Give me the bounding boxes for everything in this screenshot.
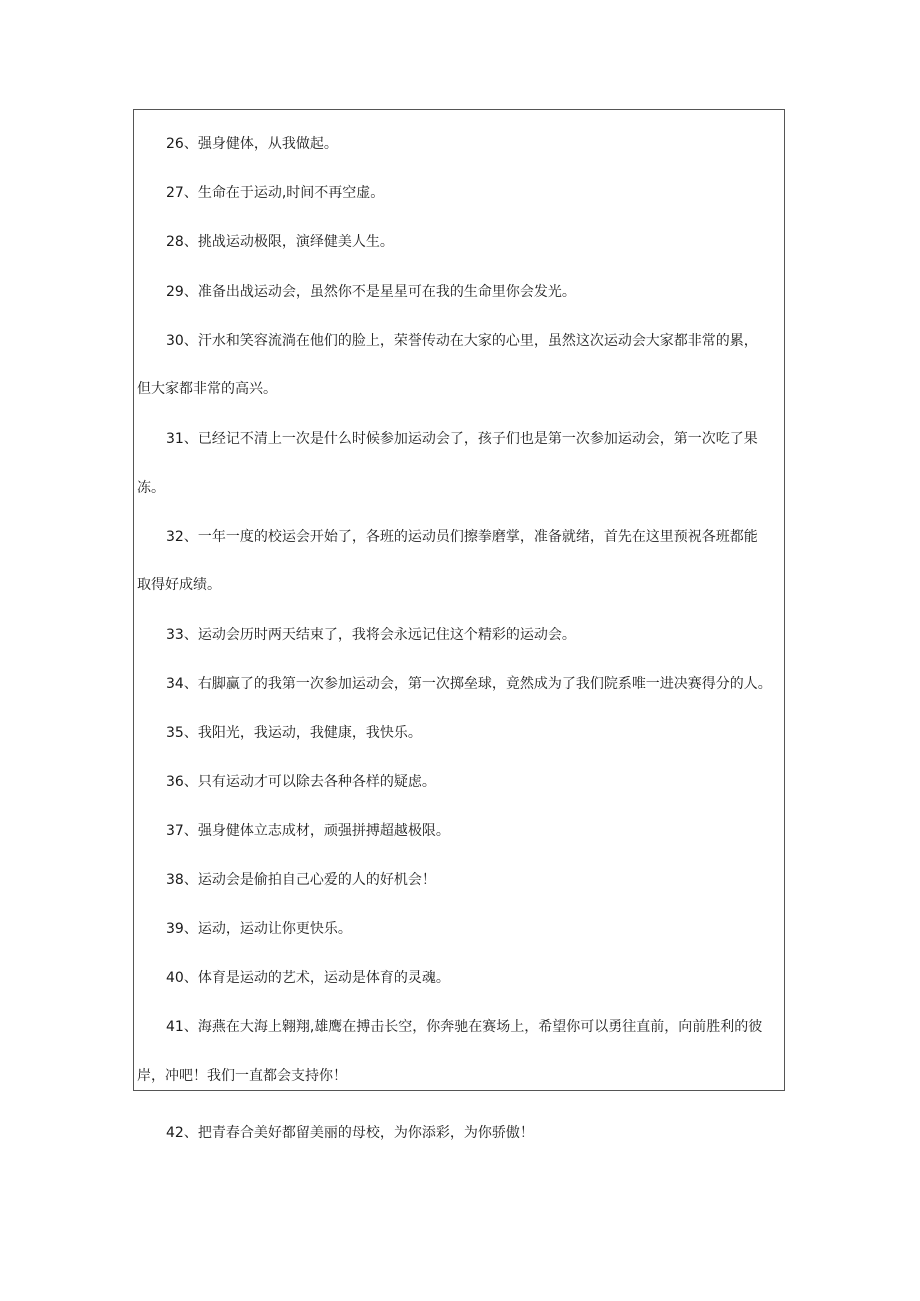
item-39-line-1: 39、运动，运动让你更快乐。	[166, 921, 352, 937]
item-38-line-1: 38、运动会是偷拍自己心爱的人的好机会！	[166, 872, 436, 888]
item-32-line-1: 32、一年一度的校运会开始了，各班的运动员们擦拳磨掌，准备就绪，首先在这里预祝各班都能	[166, 529, 758, 545]
item-41-line-1: 41、海燕在大海上翱翔,雄鹰在搏击长空，你奔驰在赛场上，希望你可以勇往直前，向前胜利的彼	[166, 1019, 763, 1035]
item-35-line-1: 35、我阳光，我运动，我健康，我快乐。	[166, 725, 422, 741]
item-27-line-1: 27、生命在于运动,时间不再空虚。	[166, 185, 385, 201]
item-31-line-1: 31、已经记不清上一次是什么时候参加运动会了，孩子们也是第一次参加运动会，第一次吃了果	[166, 431, 758, 447]
item-36-line-1: 36、只有运动才可以除去各种各样的疑虑。	[166, 774, 436, 790]
item-40-line-1: 40、体育是运动的艺术，运动是体育的灵魂。	[166, 970, 450, 986]
item-29-line-1: 29、准备出战运动会，虽然你不是星星可在我的生命里你会发光。	[166, 284, 576, 300]
item-41-line-2: 岸，冲吧！我们一直都会支持你！	[137, 1068, 347, 1084]
item-33-line-1: 33、运动会历时两天结束了，我将会永远记住这个精彩的运动会。	[166, 627, 576, 643]
item-31-line-2: 冻。	[137, 480, 165, 496]
item-28-line-1: 28、挑战运动极限，演绎健美人生。	[166, 234, 394, 250]
item-32-line-2: 取得好成绩。	[137, 577, 221, 593]
item-30-line-2: 但大家都非常的高兴。	[137, 381, 277, 397]
item-30-line-1: 30、汗水和笑容流淌在他们的脸上，荣誉传动在大家的心里，虽然这次运动会大家都非常的累，	[166, 333, 758, 349]
item-34-line-1: 34、右脚赢了的我第一次参加运动会，第一次掷垒球，竟然成为了我们院系唯一进决赛得分的人。	[166, 676, 772, 692]
item-26-line-1: 26、强身健体，从我做起。	[166, 136, 338, 152]
item-37-line-1: 37、强身健体立志成材，顽强拼搏超越极限。	[166, 823, 450, 839]
content-box	[133, 109, 785, 1091]
item-42-line-1: 42、把青春合美好都留美丽的母校，为你添彩，为你骄傲！	[166, 1125, 534, 1141]
